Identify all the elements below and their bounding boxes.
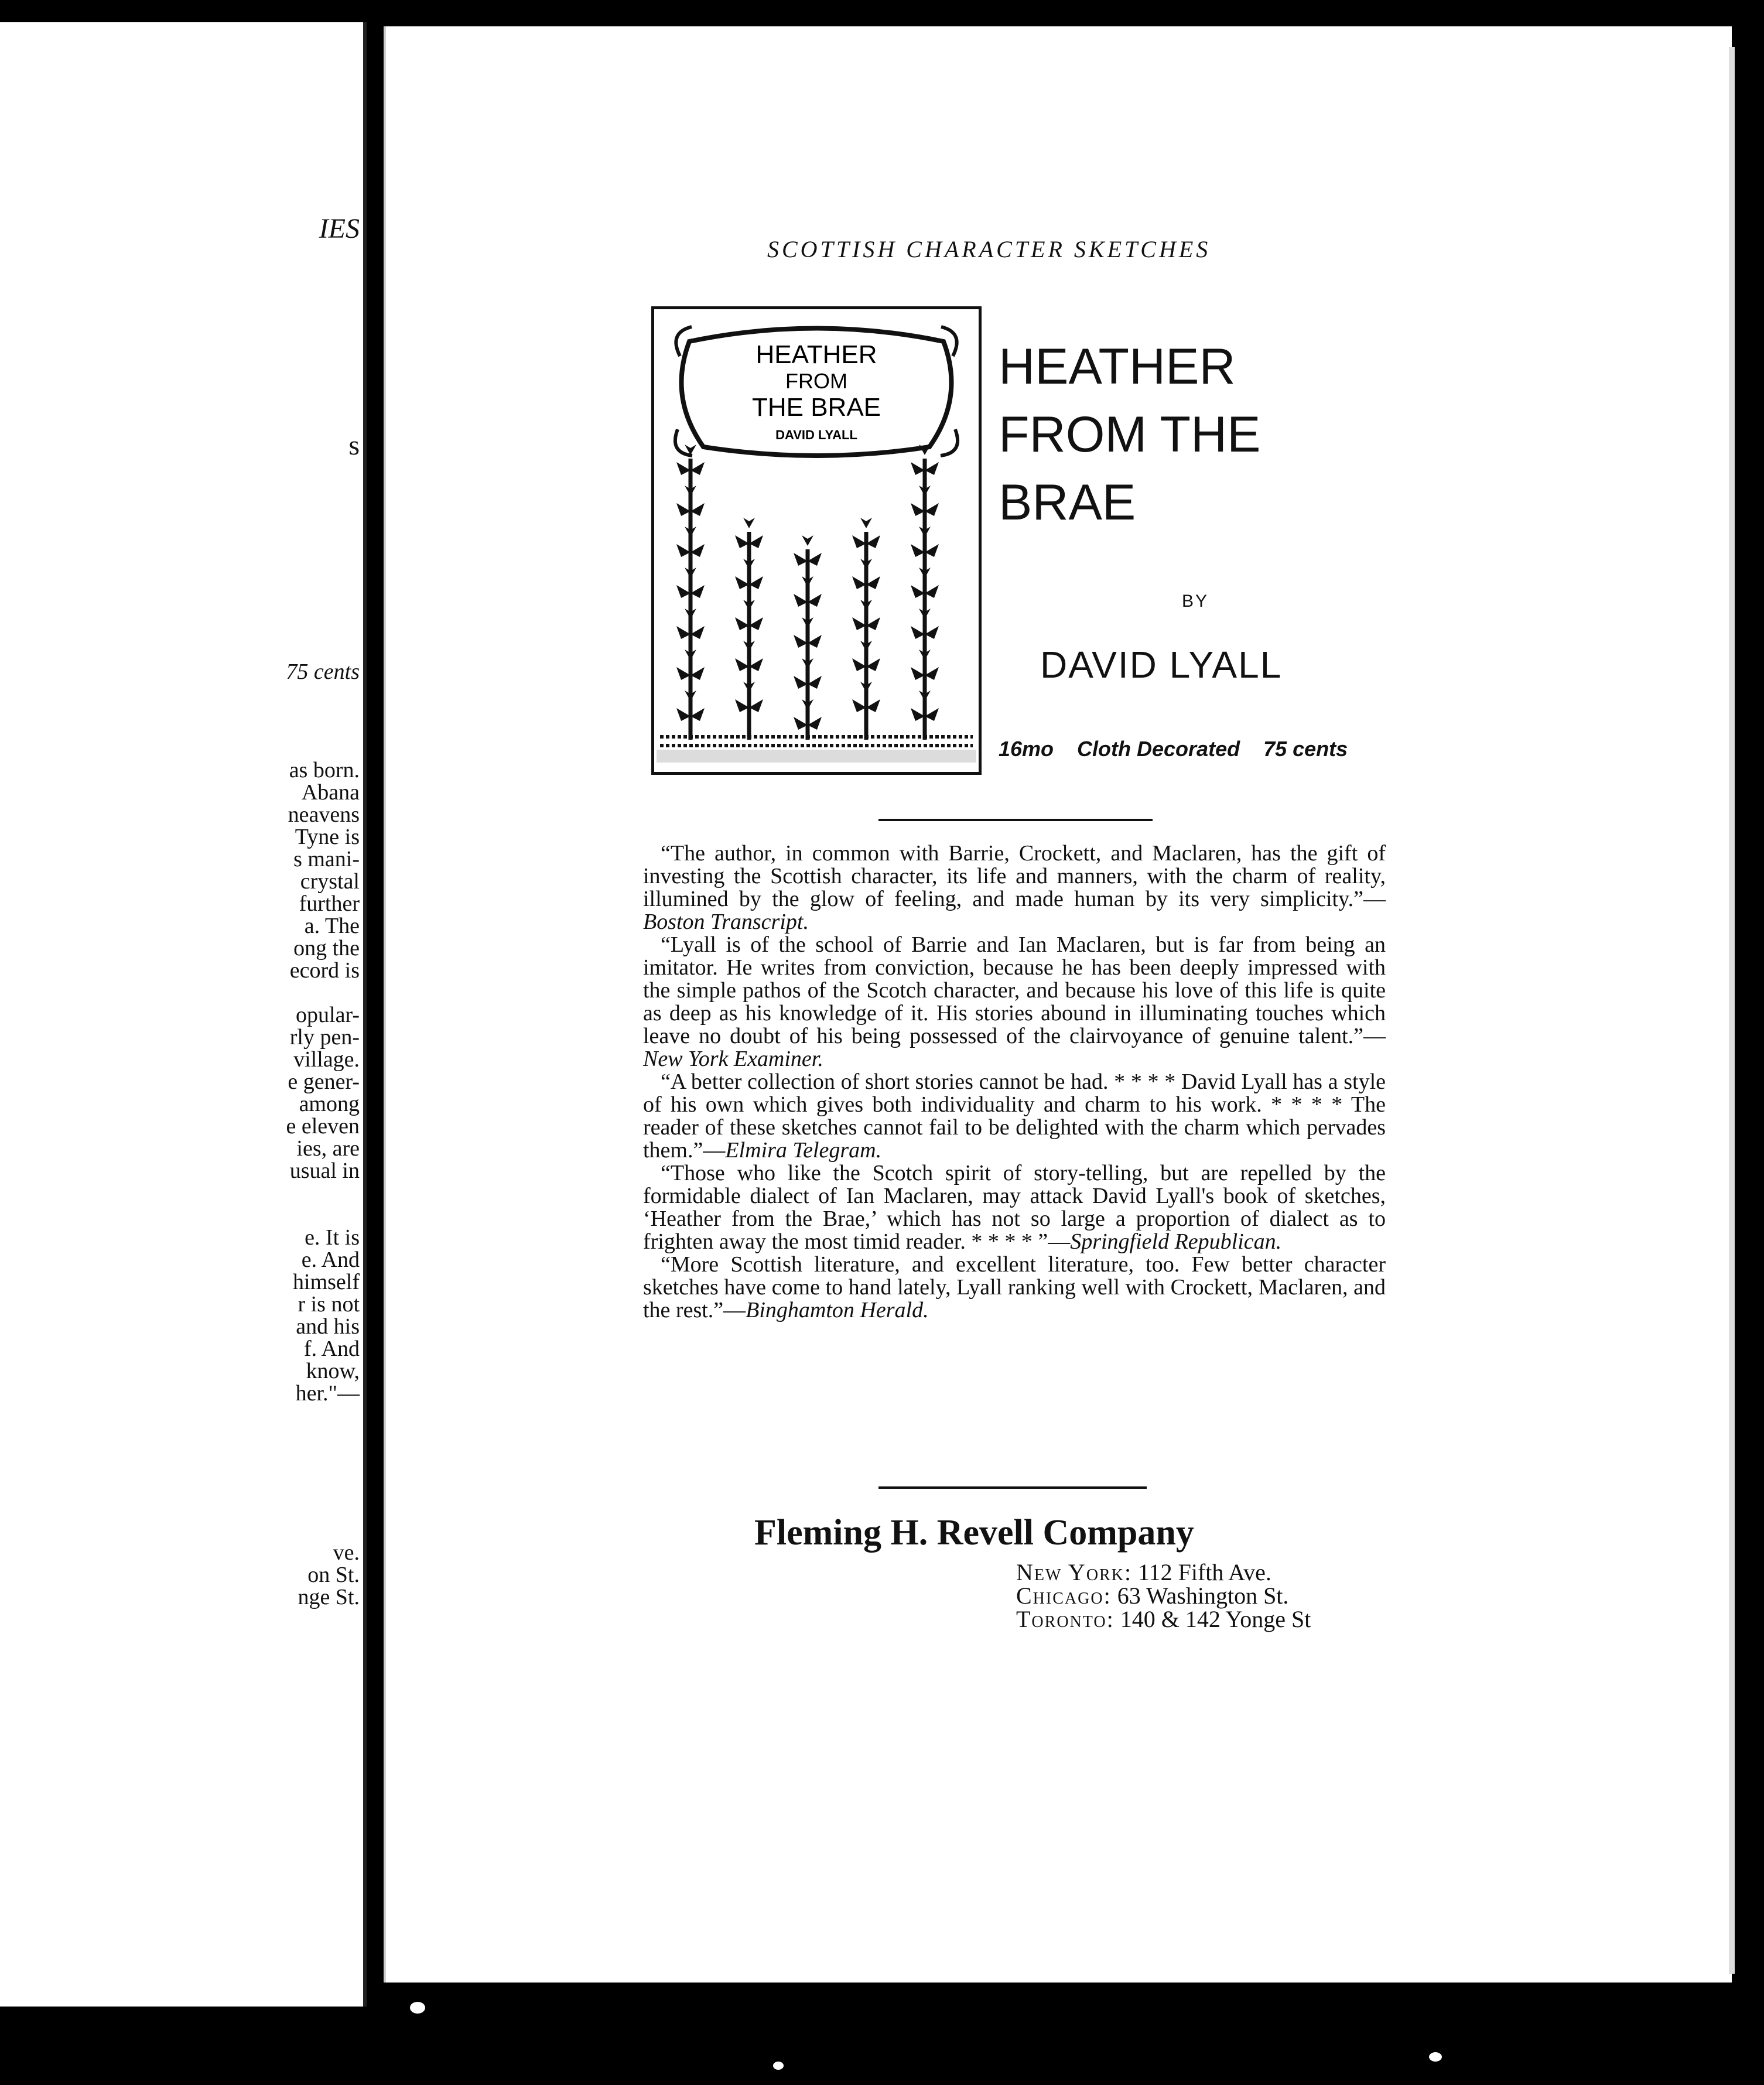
edition-price: 75 cents xyxy=(1263,737,1348,761)
publisher-name: Fleming H. Revell Company xyxy=(754,1513,1194,1553)
left-page-fragment: ies, are xyxy=(296,1136,360,1161)
address-row xyxy=(1016,1584,1311,1608)
left-page-fragment: 75 cents xyxy=(286,659,360,684)
review-text: “Lyall is of the school of Barrie and Ian Maclaren, but is far from being an imitator. He writes from conviction, because he has been deeply impressed with the simple pathos of the Scotch character, and because his love of this life is quite as deep as his knowledge of it. His stories abound in illuminating touches which leave no doubt of his being possessed of the clairvoyance of genuine talent.”— xyxy=(643,932,1386,1048)
author-name: DAVID LYALL xyxy=(1040,644,1283,686)
left-page-fragment: himself xyxy=(293,1270,360,1294)
left-page-fragment: nge St. xyxy=(298,1585,360,1609)
review-quote xyxy=(643,842,1386,934)
cover-title-line: HEATHER xyxy=(755,340,877,369)
left-page-fragment: usual in xyxy=(289,1158,360,1183)
address-row xyxy=(1016,1561,1311,1584)
cover-title-line: FROM xyxy=(785,369,847,393)
heather-plants xyxy=(676,445,939,740)
left-page-fragment: Tyne is xyxy=(295,825,360,849)
ground-shade xyxy=(657,750,976,763)
cover-art-svg xyxy=(654,309,979,772)
left-page-fragment: IES xyxy=(319,213,360,244)
review-source: Boston Transcript. xyxy=(643,910,809,934)
left-page-fragment: among xyxy=(299,1092,360,1116)
left-page-fragment: e gener- xyxy=(288,1069,360,1094)
review-source: Springfield Republican. xyxy=(1070,1229,1282,1254)
address-street: 63 Washington St. xyxy=(1117,1582,1289,1609)
cover-title-line: THE BRAE xyxy=(751,393,881,422)
left-page-fragment: on St. xyxy=(307,1563,360,1587)
review-source: Elmira Telegram. xyxy=(725,1138,882,1163)
review-quote xyxy=(643,1162,1386,1253)
address-city: Toronto: xyxy=(1016,1606,1115,1632)
left-page-fragment: ecord is xyxy=(289,958,360,983)
edition-info xyxy=(999,737,1348,761)
cover-author: DAVID LYALL xyxy=(775,428,857,442)
title-line: FROM THE xyxy=(999,406,1261,463)
scan-speck xyxy=(1429,2052,1442,2062)
review-quote xyxy=(643,1071,1386,1162)
left-page-fragment: a. The xyxy=(304,914,360,938)
review-source: New York Examiner. xyxy=(643,1047,823,1071)
left-page-fragment: ong the xyxy=(293,936,360,961)
left-page-fragment: crystal xyxy=(300,869,360,894)
left-page-fragment: neavens xyxy=(288,802,360,827)
address-row xyxy=(1016,1608,1311,1631)
address-street: 140 & 142 Yonge St xyxy=(1120,1606,1311,1632)
left-page-fragment: further xyxy=(299,891,360,916)
page-edge xyxy=(1729,47,1735,1974)
review-text: “Those who like the Scotch spirit of story-telling, but are repelled by the formidable dialect of Ian Maclaren, may attack David Lyall's book of sketches, ‘Heather from the Brae,’ which has not so large a proportion of dialect as to frighten away the most timid reader. * * * * ”— xyxy=(643,1161,1386,1254)
review-quote xyxy=(643,1253,1386,1322)
left-page-fragment: opular- xyxy=(296,1003,360,1027)
edition-format: 16mo xyxy=(999,737,1054,761)
left-page-fragment: know, xyxy=(306,1359,360,1383)
publisher-addresses xyxy=(1016,1561,1311,1631)
left-page-fragment: f. And xyxy=(304,1337,360,1361)
left-page-fragment: ve. xyxy=(333,1540,360,1565)
scan-speck xyxy=(410,2002,425,2014)
left-page-fragment: e eleven xyxy=(286,1114,360,1139)
left-page-fragment: and his xyxy=(296,1314,360,1339)
left-page-fragment: e. And xyxy=(301,1247,360,1272)
left-page-fragment: Abana xyxy=(301,780,360,805)
review-source: Binghamton Herald. xyxy=(746,1298,929,1322)
review-quotes xyxy=(643,842,1386,1322)
left-page-fragment: s mani- xyxy=(293,847,360,871)
book-title xyxy=(999,333,1261,536)
review-text: “The author, in common with Barrie, Crockett, and Maclaren, has the gift of investing the Scottish character, its life and manners, with the charm of reality, illumined by the glow of feeling, and made human by its very simplicity.”— xyxy=(643,841,1386,911)
address-city: New York: xyxy=(1016,1559,1133,1585)
grass-ground xyxy=(660,737,973,746)
running-head: SCOTTISH CHARACTER SKETCHES xyxy=(767,236,1211,262)
left-page-fragment: r is not xyxy=(298,1292,360,1317)
divider-rule xyxy=(878,1486,1147,1489)
divider-rule xyxy=(878,819,1153,821)
left-page-fragment: e. It is xyxy=(305,1225,360,1250)
address-street: 112 Fifth Ave. xyxy=(1138,1559,1271,1585)
title-line: HEATHER xyxy=(999,339,1236,395)
left-page-fragment: as born. xyxy=(289,758,360,782)
review-quote xyxy=(643,934,1386,1071)
by-label: BY xyxy=(1182,592,1209,611)
edition-binding: Cloth Decorated xyxy=(1077,737,1240,761)
left-page-fragment: village. xyxy=(293,1047,360,1072)
left-page-fragment: rly pen- xyxy=(289,1025,360,1050)
review-text: “More Scottish literature, and excellent literature, too. Few better character sketches have come to hand lately, Lyall ranking well with Crockett, Maclaren, and the rest.”— xyxy=(643,1252,1386,1322)
scan-speck xyxy=(773,2062,784,2070)
book-cover-illustration xyxy=(651,306,982,775)
title-line: BRAE xyxy=(999,474,1136,531)
address-city: Chicago: xyxy=(1016,1582,1112,1609)
review-text: “A better collection of short stories cannot be had. * * * * David Lyall has a style of his own which gives both individuality and charm to his work. * * * * The reader of these sketches cannot fail to be delighted with the charm which pervades them.”— xyxy=(643,1069,1386,1163)
left-page-fragment: her."— xyxy=(295,1381,360,1406)
left-page-fragment: s xyxy=(348,430,360,461)
